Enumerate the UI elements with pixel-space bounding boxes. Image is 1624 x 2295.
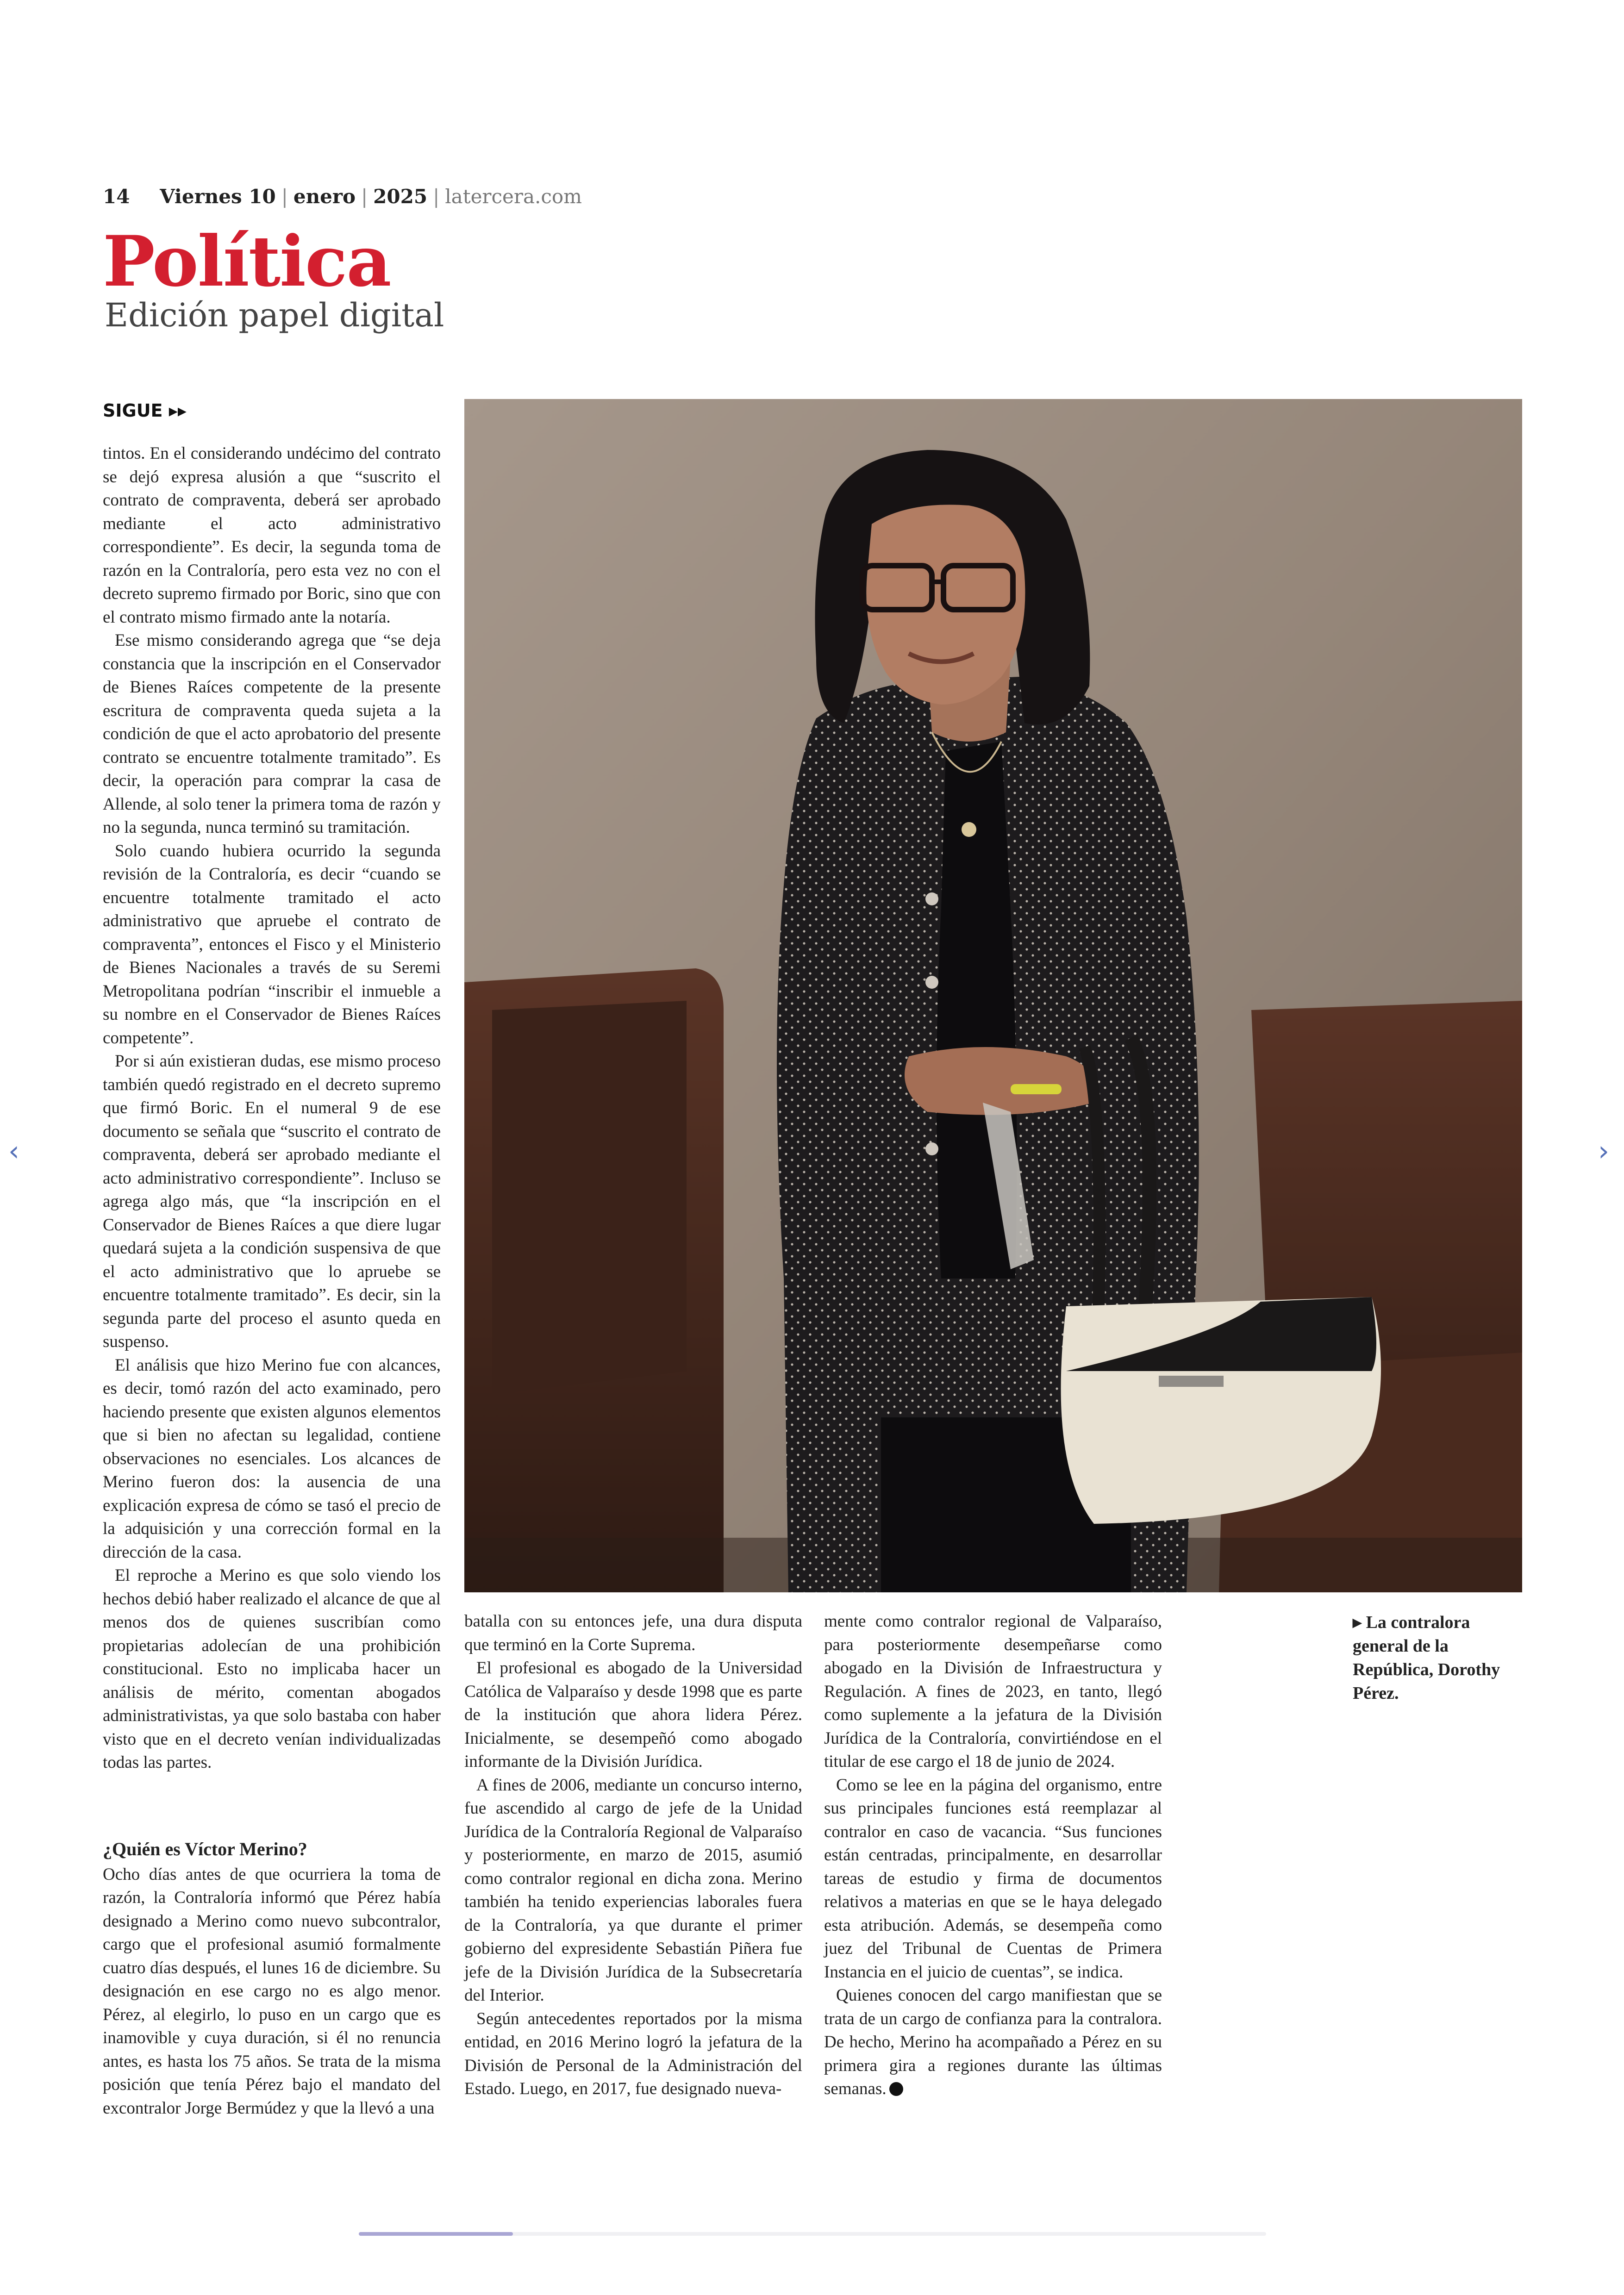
article-paragraph: tintos. En el considerando undécimo del contrato se dejó expresa alusión a que “suscrito el contrato de compraventa, deberá ser aprobado mediante el acto administrativo correspondiente”. Es decir, la segunda toma de razón en la Contraloría, pero esta vez no con el decreto supremo firmado por Boric, sino que con el contrato mismo firmado ante la notaría. bbox=[103, 444, 441, 627]
page-header: 14 Viernes 10 | enero | 2025 | latercera.com bbox=[103, 185, 582, 208]
article-paragraph bbox=[824, 1984, 1162, 2101]
page-number: 14 bbox=[103, 185, 130, 208]
previous-page-button[interactable]: ‹ bbox=[8, 1135, 19, 1167]
article-paragraph: A fines de 2006, mediante un concurso interno, fue ascendido al cargo de jefe de la Unidad Jurídica de la Contraloría Regional de Valparaíso y posteriormente, en marzo de 2015, asumió como contralor regional en dicha zona. Merino también ha tenido experiencias laborales fuera de la Contraloría, ya que durante el primer gobierno del expresidente Sebastián Piñera fue jefe de la División Jurídica de la Subsecretaría del Interior. bbox=[464, 1775, 802, 2005]
article-column-1 bbox=[103, 442, 441, 1775]
article-subhead: ¿Quién es Víctor Merino? bbox=[103, 1839, 307, 1859]
article-paragraph: El profesional es abogado de la Universidad Católica de Valparaíso y desde 1998 que es parte de la institución que ahora lidera Pérez. Inicialmente, se desempeñó como abogado informante de la División Jurídica. bbox=[464, 1659, 802, 1771]
article-paragraph: El reproche a Merino es que solo viendo los hechos debió haber realizado el alcance de que al menos dos de quienes suscribían como propietarias adolecían de una prohibición constitucional. Esto no implicaba hacer un análisis de mérito, comentan abogados administrativistas, ya que solo bastaba con haber visto que en el decreto venían individualizadas todas las partes. bbox=[103, 1566, 441, 1772]
article-column-2 bbox=[464, 1610, 802, 2101]
continued-label: SIGUE ▸▸ bbox=[103, 400, 187, 421]
section-subtitle: Edición papel digital bbox=[105, 296, 444, 334]
header-site: latercera.com bbox=[445, 185, 582, 208]
article-column-3 bbox=[824, 1610, 1162, 2101]
article-column-1-lower bbox=[103, 1824, 441, 2120]
page-progress-bar[interactable] bbox=[359, 2232, 1266, 2236]
article-paragraph-text: Quienes conocen del cargo manifiestan que se trata de un cargo de confianza para la contralora. De hecho, Merino ha acompañado a Pérez en su primera gira a regiones durante las últimas semanas. bbox=[824, 1986, 1162, 2098]
article-paragraph: batalla con su entonces jefe, una dura disputa que terminó en la Corte Suprema. bbox=[464, 1612, 802, 1654]
article-paragraph: Por si aún existieran dudas, ese mismo proceso también quedó registrado en el decreto supremo que firmó Boric. En el numeral 9 de ese documento se señala que “suscrito el contrato de compraventa, deberá ser aprobado mediante el acto administrativo correspondiente”. Incluso se agrega algo más, que “la inscripción en el Conservador de Bienes Raíces a que diere lugar quedará sujeta a la condición suspensiva de que el acto administrativo que lo apruebe se encuentre totalmente tramitado”. Es decir, sin la segunda parte del proceso el asunto queda en suspenso. bbox=[103, 1052, 441, 1351]
header-year: 2025 bbox=[373, 185, 428, 208]
article-paragraph: Solo cuando hubiera ocurrido la segunda revisión de la Contraloría, es decir “cuando se encuentre totalmente tramitado el acto administrativo que apruebe el contrato de compraventa”, entonces el Fisco y el Ministerio de Bienes Nacionales a través de su Seremi Metropolitana podrían “inscribir el inmueble a su nombre en el Conservador de Bienes Raíces competente”. bbox=[103, 841, 441, 1048]
article-paragraph: Ese mismo considerando agrega que “se deja constancia que la inscripción en el Conservador de Bienes Raíces competente de la presente escritura de compraventa queda sujeta a la condición de que el acto aprobatorio del presente contrato se encuentre totalmente tramitado”. Es decir, la operación para comprar la casa de Allende, al solo tener la primera toma de razón y no la segunda, nunca terminó su tramitación. bbox=[103, 631, 441, 837]
end-mark-icon bbox=[889, 2082, 903, 2096]
article-paragraph: mente como contralor regional de Valparaíso, para posteriormente desempeñarse como abogado en la División de Infraestructura y Regulación. A fines de 2023, en tanto, llegó como suplemente a la jefatura de la División Jurídica de la Contraloría, convirtiéndose en el titular de ese cargo el 18 de junio de 2024. bbox=[824, 1612, 1162, 1771]
article-paragraph: Como se lee en la página del organismo, entre sus principales funciones está reemplazar al contralor en caso de vacancia. “Sus funciones están centradas, principalmente, en desarrollar tareas de estudio y firma de documentos relativos a materias en que se le haya delegado esta atribución. Además, se desempeña como juez del Tribunal de Cuentas de Primera Instancia en el juicio de cuentas”, se indica. bbox=[824, 1775, 1162, 1982]
next-page-button[interactable]: › bbox=[1598, 1135, 1609, 1167]
photo-caption: ▸ La contralora general de la República, Dorothy Pérez. bbox=[1353, 1613, 1500, 1703]
article-paragraph: Según antecedentes reportados por la misma entidad, en 2016 Merino logró la jefatura de la División de Personal de la Administración del Estado. Luego, en 2017, fue designado nueva- bbox=[464, 2009, 802, 2098]
page-progress-fill bbox=[359, 2232, 513, 2236]
article-photo bbox=[464, 399, 1522, 1592]
article-paragraph: El análisis que hizo Merino fue con alcances, es decir, tomó razón del acto examinado, pero haciendo presente que existen algunos elementos que si bien no afectan su legalidad, contiene observaciones no esenciales. Los alcances de Merino fueron dos: la ausencia de una explicación expresa de cómo se tasó el precio de la adquisición y una corrección formal en la dirección de la casa. bbox=[103, 1355, 441, 1562]
header-day: Viernes 10 bbox=[160, 185, 276, 208]
article-paragraph: Ocho días antes de que ocurriera la toma de razón, la Contraloría informó que Pérez había designado a Merino como nuevo subcontralor, cargo que el profesional asumió formalmente cuatro días después, el lunes 16 de diciembre. Su designación en ese cargo no es algo menor. Pérez, al elegirlo, lo puso en un cargo que es inamovible y cuya duración, si él no renuncia antes, es hasta los 75 años. Se trata de la misma posición que tenía Pérez bajo el mandato del excontralor Jorge Bermúdez y que la llevó a una bbox=[103, 1865, 441, 2118]
header-month: enero bbox=[293, 185, 356, 208]
section-title: Política bbox=[103, 221, 391, 302]
